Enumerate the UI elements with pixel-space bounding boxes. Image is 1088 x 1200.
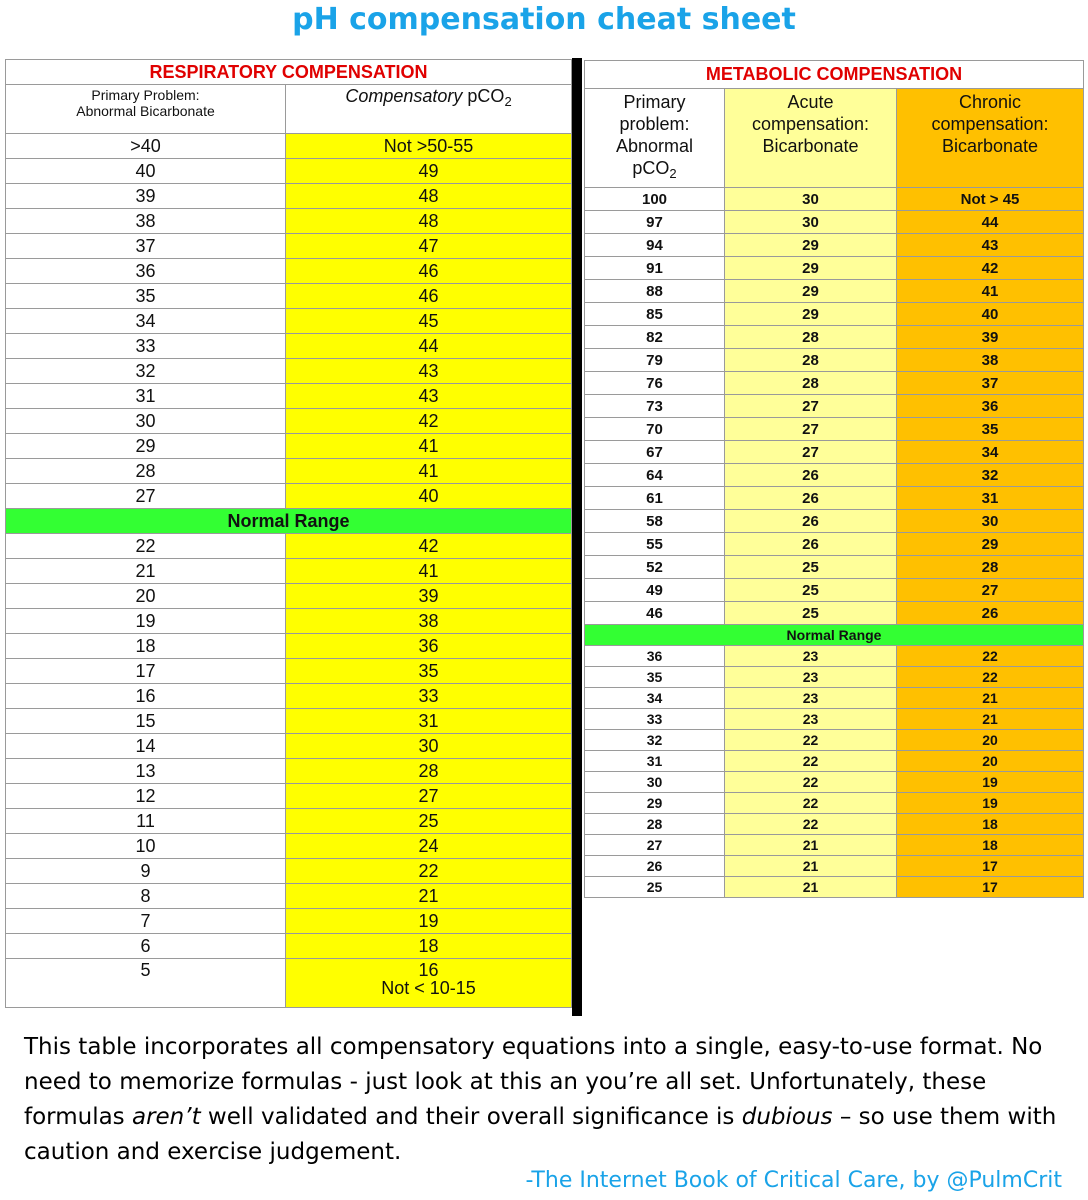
respiratory-row	[6, 934, 572, 959]
metabolic-chronic-cell: 21	[897, 688, 1084, 709]
metabolic-acute-header-line3: Bicarbonate	[762, 136, 859, 156]
metabolic-acute-cell: 27	[725, 395, 897, 418]
metabolic-acute-cell: 22	[725, 814, 897, 835]
metabolic-row	[585, 510, 1084, 533]
metabolic-row	[585, 856, 1084, 877]
metabolic-primary-cell: 52	[585, 556, 725, 579]
metabolic-acute-cell: 22	[725, 751, 897, 772]
metabolic-chronic-cell: 38	[897, 349, 1084, 372]
metabolic-acute-cell: 21	[725, 835, 897, 856]
metabolic-normal-range-row	[585, 625, 1084, 646]
metabolic-row	[585, 395, 1084, 418]
respiratory-primary-cell: 12	[6, 784, 286, 809]
respiratory-primary-cell: 20	[6, 584, 286, 609]
metabolic-primary-cell: 82	[585, 326, 725, 349]
metabolic-header-row	[585, 89, 1084, 188]
metabolic-row	[585, 303, 1084, 326]
respiratory-primary-cell: 11	[6, 809, 286, 834]
metabolic-row	[585, 556, 1084, 579]
metabolic-primary-cell: 28	[585, 814, 725, 835]
respiratory-compensatory-header	[286, 85, 572, 134]
metabolic-acute-cell: 28	[725, 349, 897, 372]
respiratory-row	[6, 234, 572, 259]
respiratory-compensatory-cell: 42	[286, 534, 572, 559]
metabolic-primary-cell: 35	[585, 667, 725, 688]
metabolic-chronic-cell: 22	[897, 667, 1084, 688]
respiratory-primary-cell: 6	[6, 934, 286, 959]
respiratory-row	[6, 434, 572, 459]
metabolic-row	[585, 602, 1084, 625]
table-divider	[572, 58, 582, 1016]
metabolic-acute-cell: 22	[725, 793, 897, 814]
metabolic-acute-cell: 29	[725, 234, 897, 257]
respiratory-primary-cell: 9	[6, 859, 286, 884]
respiratory-primary-cell: 17	[6, 659, 286, 684]
respiratory-row	[6, 909, 572, 934]
respiratory-primary-cell: 32	[6, 359, 286, 384]
respiratory-row	[6, 784, 572, 809]
respiratory-compensatory-header-italic: Compensatory	[345, 86, 463, 106]
credit-line: -The Internet Book of Critical Care, by @PulmCrit	[525, 1168, 1062, 1193]
metabolic-row	[585, 730, 1084, 751]
metabolic-primary-cell: 46	[585, 602, 725, 625]
respiratory-primary-cell: 30	[6, 409, 286, 434]
metabolic-row	[585, 487, 1084, 510]
respiratory-primary-cell: 31	[6, 384, 286, 409]
respiratory-compensatory-cell: 27	[286, 784, 572, 809]
respiratory-primary-cell: 33	[6, 334, 286, 359]
respiratory-banner-row	[6, 60, 572, 85]
respiratory-row	[6, 884, 572, 909]
respiratory-row	[6, 609, 572, 634]
metabolic-chronic-cell: 17	[897, 877, 1084, 898]
respiratory-banner: RESPIRATORY COMPENSATION	[6, 60, 572, 85]
metabolic-acute-header	[725, 89, 897, 188]
respiratory-row	[6, 334, 572, 359]
respiratory-compensatory-cell: 47	[286, 234, 572, 259]
metabolic-chronic-header-line3: Bicarbonate	[941, 136, 1039, 156]
respiratory-row	[6, 634, 572, 659]
respiratory-compensatory-cell: 48	[286, 209, 572, 234]
metabolic-chronic-header-line1: Chronic	[959, 92, 1022, 112]
metabolic-row	[585, 772, 1084, 793]
metabolic-acute-cell: 25	[725, 556, 897, 579]
respiratory-row	[6, 459, 572, 484]
respiratory-last-row	[6, 959, 572, 1008]
respiratory-compensatory-cell: 40	[286, 484, 572, 509]
respiratory-compensatory-cell: 33	[286, 684, 572, 709]
metabolic-primary-cell: 67	[585, 441, 725, 464]
respiratory-primary-cell: 34	[6, 309, 286, 334]
respiratory-row	[6, 809, 572, 834]
metabolic-table	[584, 60, 1084, 898]
respiratory-row	[6, 859, 572, 884]
metabolic-primary-cell: 64	[585, 464, 725, 487]
metabolic-primary-cell: 34	[585, 688, 725, 709]
respiratory-primary-cell: 40	[6, 159, 286, 184]
metabolic-primary-cell: 33	[585, 709, 725, 730]
metabolic-primary-header-line4	[585, 157, 724, 185]
metabolic-row	[585, 464, 1084, 487]
metabolic-chronic-cell: 34	[897, 441, 1084, 464]
respiratory-normal-range-row	[6, 509, 572, 534]
metabolic-row	[585, 234, 1084, 257]
respiratory-primary-cell: 10	[6, 834, 286, 859]
metabolic-primary-cell: 79	[585, 349, 725, 372]
metabolic-chronic-cell: 43	[897, 234, 1084, 257]
metabolic-acute-cell: 27	[725, 441, 897, 464]
respiratory-primary-cell: 36	[6, 259, 286, 284]
respiratory-primary-cell: 38	[6, 209, 286, 234]
metabolic-chronic-cell: 39	[897, 326, 1084, 349]
respiratory-primary-cell: 28	[6, 459, 286, 484]
metabolic-primary-cell: 25	[585, 877, 725, 898]
respiratory-primary-header-line1: Primary Problem:	[91, 87, 200, 103]
metabolic-row	[585, 349, 1084, 372]
respiratory-compensatory-cell: 41	[286, 459, 572, 484]
metabolic-row	[585, 257, 1084, 280]
explanation-note	[24, 1030, 1069, 1170]
respiratory-primary-cell: 5	[6, 959, 286, 1008]
respiratory-primary-cell: 35	[6, 284, 286, 309]
respiratory-compensatory-cell: 41	[286, 559, 572, 584]
respiratory-primary-header-line2: Abnormal Bicarbonate	[76, 103, 215, 119]
metabolic-primary-cell: 26	[585, 856, 725, 877]
metabolic-acute-cell: 25	[725, 579, 897, 602]
metabolic-chronic-cell: 36	[897, 395, 1084, 418]
metabolic-primary-header-pco: pCO	[632, 158, 670, 178]
respiratory-compensatory-cell	[286, 959, 572, 1008]
respiratory-primary-cell: 21	[6, 559, 286, 584]
metabolic-row	[585, 441, 1084, 464]
respiratory-compensatory-cell: 25	[286, 809, 572, 834]
respiratory-compensatory-cell: 49	[286, 159, 572, 184]
respiratory-compensatory-cell: 31	[286, 709, 572, 734]
metabolic-primary-cell: 76	[585, 372, 725, 395]
respiratory-compensatory-cell: 45	[286, 309, 572, 334]
metabolic-acute-cell: 22	[725, 730, 897, 751]
metabolic-chronic-cell: 30	[897, 510, 1084, 533]
metabolic-acute-cell: 29	[725, 280, 897, 303]
respiratory-row	[6, 209, 572, 234]
respiratory-row	[6, 559, 572, 584]
page-title: pH compensation cheat sheet	[292, 2, 796, 37]
respiratory-table	[5, 59, 572, 1008]
respiratory-compensatory-cell: 46	[286, 259, 572, 284]
metabolic-row	[585, 188, 1084, 211]
respiratory-compensatory-cell: Not >50-55	[286, 134, 572, 159]
metabolic-acute-cell: 27	[725, 418, 897, 441]
respiratory-row	[6, 134, 572, 159]
metabolic-primary-cell: 70	[585, 418, 725, 441]
respiratory-compensatory-cell: 28	[286, 759, 572, 784]
respiratory-row	[6, 409, 572, 434]
respiratory-compensatory-header-sub: 2	[504, 94, 512, 109]
respiratory-row	[6, 484, 572, 509]
metabolic-primary-cell: 55	[585, 533, 725, 556]
respiratory-compensatory-cell: 24	[286, 834, 572, 859]
metabolic-row	[585, 579, 1084, 602]
metabolic-primary-cell: 30	[585, 772, 725, 793]
respiratory-row	[6, 734, 572, 759]
respiratory-compensatory-cell: 30	[286, 734, 572, 759]
note-text-1: This table incorporates all compensatory equations into a single, easy-to-use format. No need to memorize formulas - just look at this an you’re all set. Unfortunately, these formulas	[24, 1034, 1043, 1130]
respiratory-compensatory-cell: 42	[286, 409, 572, 434]
metabolic-normal-range: Normal Range	[585, 625, 1084, 646]
metabolic-row	[585, 709, 1084, 730]
respiratory-row	[6, 534, 572, 559]
metabolic-row	[585, 372, 1084, 395]
metabolic-chronic-header-line2: compensation:	[931, 114, 1049, 134]
metabolic-acute-cell: 26	[725, 510, 897, 533]
respiratory-primary-cell: 14	[6, 734, 286, 759]
note-emphasis-2: dubious	[741, 1104, 833, 1130]
metabolic-row	[585, 667, 1084, 688]
metabolic-primary-cell: 85	[585, 303, 725, 326]
respiratory-row	[6, 659, 572, 684]
metabolic-chronic-header	[897, 89, 1084, 188]
respiratory-primary-cell: 37	[6, 234, 286, 259]
respiratory-header-row	[6, 85, 572, 134]
note-text-2: well validated and their overall significance is	[200, 1104, 742, 1130]
respiratory-compensatory-header-pco: pCO	[467, 86, 505, 106]
metabolic-chronic-cell: 20	[897, 730, 1084, 751]
metabolic-acute-cell: 29	[725, 303, 897, 326]
metabolic-acute-cell: 30	[725, 211, 897, 234]
metabolic-row	[585, 751, 1084, 772]
metabolic-chronic-cell: 26	[897, 602, 1084, 625]
metabolic-row	[585, 280, 1084, 303]
respiratory-compensatory-cell: 41	[286, 434, 572, 459]
respiratory-last-value: 16	[418, 960, 439, 980]
respiratory-primary-cell: 22	[6, 534, 286, 559]
metabolic-acute-cell: 28	[725, 326, 897, 349]
metabolic-row	[585, 835, 1084, 856]
respiratory-row	[6, 309, 572, 334]
respiratory-primary-cell: 13	[6, 759, 286, 784]
metabolic-primary-cell: 49	[585, 579, 725, 602]
respiratory-primary-cell: 29	[6, 434, 286, 459]
metabolic-row	[585, 418, 1084, 441]
note-emphasis-1: aren’t	[131, 1104, 201, 1130]
respiratory-compensatory-cell: 35	[286, 659, 572, 684]
metabolic-primary-header-sub: 2	[669, 166, 677, 181]
metabolic-acute-cell: 30	[725, 188, 897, 211]
metabolic-primary-header-line1: Primary	[623, 92, 686, 112]
respiratory-row	[6, 834, 572, 859]
respiratory-compensatory-cell: 48	[286, 184, 572, 209]
metabolic-banner-row	[585, 61, 1084, 89]
respiratory-compensatory-cell: 22	[286, 859, 572, 884]
metabolic-primary-cell: 29	[585, 793, 725, 814]
respiratory-row	[6, 159, 572, 184]
respiratory-compensatory-cell: 46	[286, 284, 572, 309]
metabolic-row	[585, 814, 1084, 835]
respiratory-primary-cell: >40	[6, 134, 286, 159]
respiratory-row	[6, 759, 572, 784]
metabolic-acute-cell: 28	[725, 372, 897, 395]
respiratory-primary-cell: 18	[6, 634, 286, 659]
metabolic-chronic-cell: 19	[897, 793, 1084, 814]
metabolic-primary-cell: 73	[585, 395, 725, 418]
metabolic-primary-cell: 88	[585, 280, 725, 303]
metabolic-row	[585, 211, 1084, 234]
respiratory-primary-cell: 8	[6, 884, 286, 909]
respiratory-primary-cell: 7	[6, 909, 286, 934]
respiratory-primary-cell: 19	[6, 609, 286, 634]
metabolic-primary-header-line3: Abnormal	[615, 136, 694, 156]
metabolic-chronic-cell: 31	[897, 487, 1084, 510]
metabolic-acute-cell: 23	[725, 646, 897, 667]
metabolic-primary-cell: 36	[585, 646, 725, 667]
metabolic-chronic-cell: 32	[897, 464, 1084, 487]
respiratory-primary-cell: 39	[6, 184, 286, 209]
metabolic-acute-cell: 26	[725, 464, 897, 487]
metabolic-chronic-cell: 41	[897, 280, 1084, 303]
metabolic-row	[585, 877, 1084, 898]
respiratory-compensatory-cell: 36	[286, 634, 572, 659]
metabolic-row	[585, 793, 1084, 814]
respiratory-row	[6, 259, 572, 284]
respiratory-primary-cell: 16	[6, 684, 286, 709]
metabolic-chronic-cell: 42	[897, 257, 1084, 280]
metabolic-chronic-cell: Not > 45	[897, 188, 1084, 211]
respiratory-row	[6, 184, 572, 209]
respiratory-row	[6, 684, 572, 709]
metabolic-chronic-cell: 18	[897, 835, 1084, 856]
metabolic-banner: METABOLIC COMPENSATION	[585, 61, 1084, 89]
metabolic-chronic-cell: 40	[897, 303, 1084, 326]
metabolic-chronic-cell: 17	[897, 856, 1084, 877]
respiratory-compensatory-cell: 43	[286, 384, 572, 409]
metabolic-row	[585, 533, 1084, 556]
respiratory-row	[6, 709, 572, 734]
metabolic-primary-cell: 58	[585, 510, 725, 533]
metabolic-primary-cell: 94	[585, 234, 725, 257]
metabolic-chronic-cell: 20	[897, 751, 1084, 772]
metabolic-primary-cell: 31	[585, 751, 725, 772]
metabolic-acute-cell: 26	[725, 533, 897, 556]
metabolic-acute-cell: 25	[725, 602, 897, 625]
metabolic-chronic-cell: 44	[897, 211, 1084, 234]
respiratory-compensatory-cell: 38	[286, 609, 572, 634]
respiratory-compensatory-cell: 19	[286, 909, 572, 934]
metabolic-chronic-cell: 28	[897, 556, 1084, 579]
respiratory-normal-range: Normal Range	[6, 509, 572, 534]
metabolic-primary-cell: 91	[585, 257, 725, 280]
respiratory-compensatory-cell: 44	[286, 334, 572, 359]
metabolic-primary-cell: 100	[585, 188, 725, 211]
metabolic-primary-header-line2: problem:	[619, 114, 690, 134]
respiratory-last-limit-note: Not < 10-15	[381, 978, 476, 998]
metabolic-primary-cell: 61	[585, 487, 725, 510]
respiratory-primary-cell: 15	[6, 709, 286, 734]
respiratory-compensatory-cell: 18	[286, 934, 572, 959]
metabolic-acute-cell: 22	[725, 772, 897, 793]
metabolic-primary-cell: 97	[585, 211, 725, 234]
metabolic-row	[585, 646, 1084, 667]
metabolic-acute-cell: 29	[725, 257, 897, 280]
respiratory-primary-header	[6, 85, 286, 134]
metabolic-acute-cell: 21	[725, 856, 897, 877]
metabolic-chronic-cell: 21	[897, 709, 1084, 730]
metabolic-chronic-cell: 18	[897, 814, 1084, 835]
metabolic-primary-cell: 27	[585, 835, 725, 856]
metabolic-row	[585, 688, 1084, 709]
metabolic-row	[585, 326, 1084, 349]
metabolic-acute-cell: 23	[725, 709, 897, 730]
respiratory-row	[6, 384, 572, 409]
metabolic-chronic-cell: 29	[897, 533, 1084, 556]
respiratory-primary-cell: 27	[6, 484, 286, 509]
respiratory-compensatory-cell: 21	[286, 884, 572, 909]
metabolic-acute-cell: 23	[725, 688, 897, 709]
respiratory-row	[6, 284, 572, 309]
metabolic-chronic-cell: 19	[897, 772, 1084, 793]
respiratory-compensatory-cell: 43	[286, 359, 572, 384]
metabolic-primary-cell: 32	[585, 730, 725, 751]
respiratory-row	[6, 584, 572, 609]
metabolic-chronic-cell: 22	[897, 646, 1084, 667]
metabolic-acute-cell: 21	[725, 877, 897, 898]
metabolic-chronic-cell: 35	[897, 418, 1084, 441]
note-text-3: – so use them with caution and exercise judgement.	[24, 1104, 1057, 1165]
metabolic-chronic-cell: 37	[897, 372, 1084, 395]
metabolic-primary-header	[585, 89, 725, 188]
metabolic-chronic-cell: 27	[897, 579, 1084, 602]
metabolic-acute-header-line2: compensation:	[751, 114, 870, 134]
respiratory-row	[6, 359, 572, 384]
metabolic-acute-header-line1: Acute	[787, 92, 834, 112]
respiratory-compensatory-cell: 39	[286, 584, 572, 609]
metabolic-acute-cell: 23	[725, 667, 897, 688]
metabolic-acute-cell: 26	[725, 487, 897, 510]
